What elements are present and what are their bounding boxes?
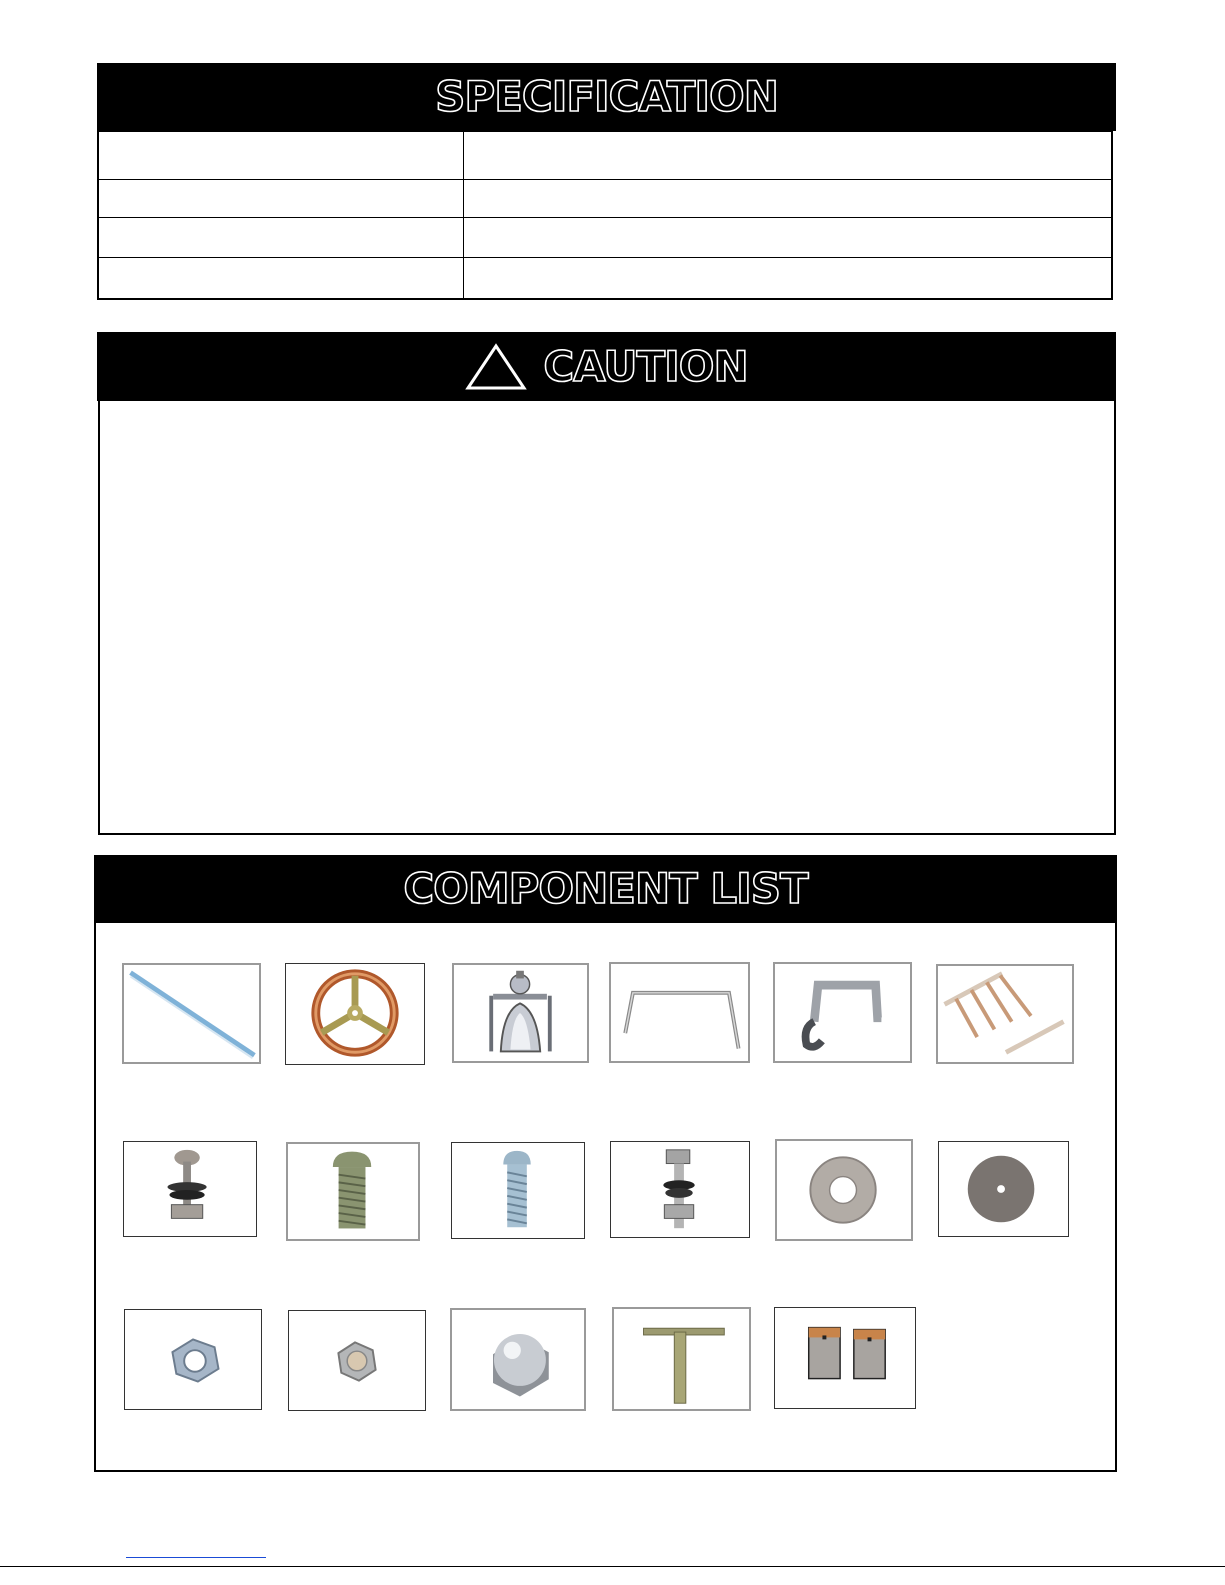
spec-value: [464, 132, 1113, 180]
screw-blue-icon: [452, 1143, 584, 1238]
footer-rule: [0, 1566, 1225, 1567]
batteries-icon: [775, 1308, 915, 1408]
caution-body: [98, 401, 1116, 835]
spec-value: [464, 218, 1113, 258]
component-thumb: [775, 1139, 913, 1241]
component-thumb: [285, 963, 425, 1065]
spec-row: [98, 132, 1112, 180]
component-thumb: [288, 1310, 426, 1411]
spec-label: [98, 180, 464, 218]
spec-label: [98, 218, 464, 258]
component-thumb: [452, 963, 589, 1063]
t-wrench-icon: [614, 1309, 749, 1409]
hex-nut-icon: [125, 1310, 261, 1409]
footer-link-underline[interactable]: [126, 1557, 266, 1558]
round-disc-icon: [939, 1142, 1068, 1236]
spec-label: [98, 258, 464, 299]
flat-washer-icon: [777, 1141, 911, 1239]
component-thumb: [938, 1141, 1069, 1237]
component-thumb: [124, 1309, 262, 1410]
caution-title: CAUTION: [543, 341, 748, 391]
spec-row: [98, 180, 1112, 218]
handle-bar-icon: [611, 964, 748, 1061]
spec-label: [98, 132, 464, 180]
component-thumb: [612, 1307, 751, 1411]
specification-table: [97, 131, 1113, 300]
component-thumb: [609, 962, 750, 1063]
cap-nut-icon: [452, 1310, 584, 1409]
steering-wheel-icon: [286, 964, 424, 1064]
screw-green-icon: [288, 1144, 418, 1239]
component-thumb: [122, 963, 261, 1064]
spec-row: [98, 218, 1112, 258]
component-thumb: [610, 1141, 750, 1238]
component-thumb: [450, 1308, 586, 1411]
component-thumb: [286, 1142, 420, 1241]
ladder-icon: [938, 966, 1072, 1062]
bolt-washer-nut-icon: [124, 1142, 256, 1236]
warning-triangle-icon: [465, 343, 527, 391]
bracket-icon: [775, 964, 910, 1061]
component-thumb: [936, 964, 1074, 1064]
steering-rod-icon: [124, 965, 259, 1062]
spec-value: [464, 180, 1113, 218]
component-list-title: COMPONENT LIST: [403, 864, 808, 913]
caution-header: [97, 332, 1116, 401]
component-thumb: [773, 962, 912, 1063]
spec-value: [464, 258, 1113, 299]
component-thumb: [774, 1307, 916, 1409]
lock-nut-icon: [289, 1311, 425, 1410]
component-thumb: [123, 1141, 257, 1237]
component-list-header: [94, 855, 1117, 923]
hex-bolt-icon: [611, 1142, 749, 1237]
component-thumb: [451, 1142, 585, 1239]
specification-header: [97, 63, 1116, 131]
spec-row: [98, 258, 1112, 299]
bell-icon: [454, 965, 587, 1061]
specification-title: SPECIFICATION: [435, 72, 778, 121]
